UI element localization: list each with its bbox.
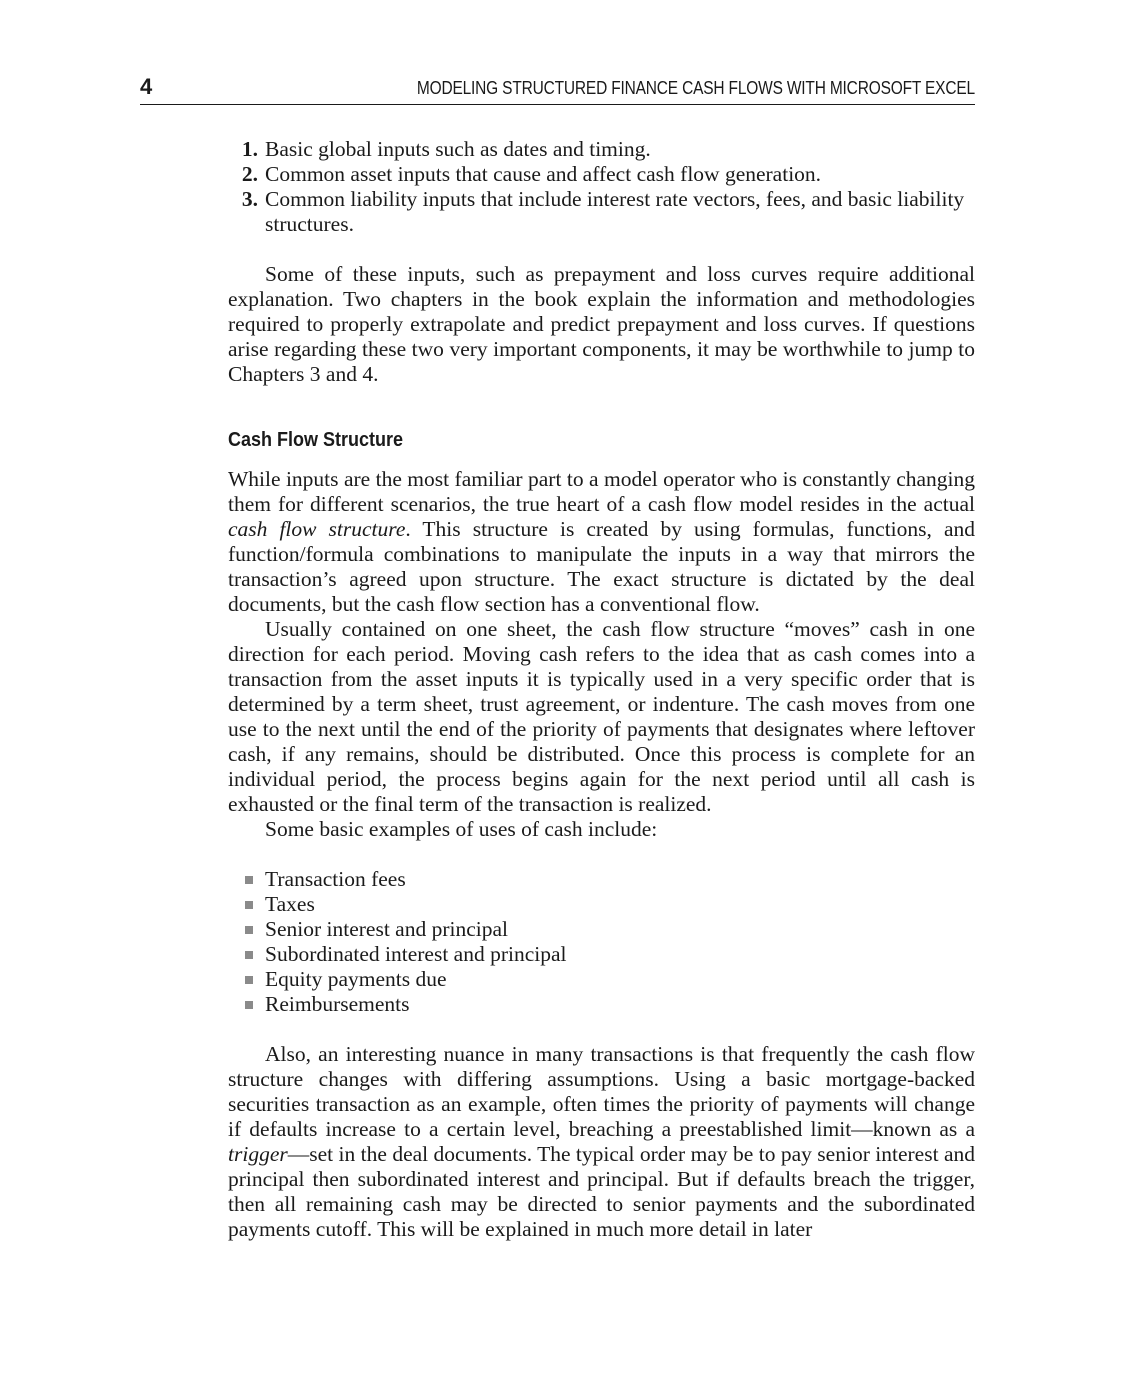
square-bullet-icon	[245, 926, 253, 934]
emphasized-term: trigger	[228, 1142, 288, 1166]
list-item	[228, 137, 975, 162]
list-item	[228, 892, 975, 917]
paragraph-trigger	[228, 1042, 975, 1242]
list-item-text: Common liability inputs that include interest rate vectors, fees, and basic liability structures.	[265, 187, 965, 236]
emphasized-term: cash flow structure	[228, 517, 406, 541]
list-item-text: Equity payments due	[265, 967, 447, 991]
square-bullet-icon	[245, 951, 253, 959]
square-bullet-icon	[245, 976, 253, 984]
uses-of-cash-list	[228, 867, 975, 1017]
list-item-text: Common asset inputs that cause and affect cash flow generation.	[265, 162, 822, 186]
list-item-text: Reimbursements	[265, 992, 410, 1016]
list-item	[228, 992, 975, 1017]
running-head	[140, 74, 975, 105]
list-number: 2.	[241, 162, 258, 186]
paragraph-text: . This structure is created by using formulas, functions, and function/formula combinations to manipulate the inputs in a way that mirrors the transaction’s agreed upon structure. The exact structure is dictated by the deal documents, but the cash flow section has a conventional flow.	[228, 517, 975, 616]
paragraph-text: Also, an interesting nuance in many transactions is that frequently the cash flow structure changes with differing assumptions. Using a basic mortgage-backed securities transaction as an example, often times the priority of payments will change if defaults increase to a certain level, breaching a preestablished limit—known as a	[228, 1042, 975, 1141]
list-item	[228, 867, 975, 892]
square-bullet-icon	[245, 876, 253, 884]
paragraph-moves: Usually contained on one sheet, the cash flow structure “moves” cash in one direction for each period. Moving cash refers to the idea that as cash comes into a transaction from the asset inputs it is typically used in a very specific order that is determined by a term sheet, trust agreement, or indenture. The cash moves from one use to the next until the end of the priority of payments that designates where leftover cash, if any remains, should be distributed. Once this process is complete for an individual period, the process begins again for the next period until all cash is exhausted or the final term of the transaction is realized.	[228, 617, 975, 816]
list-item-text: Senior interest and principal	[265, 917, 508, 941]
list-item	[228, 942, 975, 967]
book-title: MODELING STRUCTURED FINANCE CASH FLOWS WITH MICROSOFT EXCEL	[416, 78, 975, 98]
section-heading: Cash Flow Structure	[228, 429, 404, 451]
numbered-list	[228, 137, 975, 237]
list-item	[228, 187, 975, 237]
paragraph-text: While inputs are the most familiar part to a model operator who is constantly changing them for different scenarios, the true heart of a cash flow model resides in the actual	[228, 467, 975, 516]
page-body	[228, 137, 975, 1242]
paragraph-structure	[228, 467, 975, 617]
paragraph-text: —set in the deal documents. The typical order may be to pay senior interest and principal then subordinated interest and principal. But if defaults breach the trigger, then all remaining cash may be directed to senior payments and the subordinated payments cutoff. This will be explained in much more detail in later	[228, 1142, 975, 1241]
list-item	[228, 162, 975, 187]
list-item-text: Basic global inputs such as dates and timing.	[265, 137, 651, 161]
list-number: 3.	[241, 187, 258, 211]
list-item-text: Taxes	[265, 892, 315, 916]
square-bullet-icon	[245, 1001, 253, 1009]
list-item-text: Transaction fees	[265, 867, 406, 891]
square-bullet-icon	[245, 901, 253, 909]
list-item	[228, 917, 975, 942]
list-number: 1.	[241, 137, 258, 161]
list-item	[228, 967, 975, 992]
paragraph-inputs: Some of these inputs, such as prepayment and loss curves require additional explanation. Two chapters in the book explain the information and methodologies required to properly extrapolate and predict prepayment and loss curves. If questions arise regarding these two very important components, it may be worthwhile to jump to Chapters 3 and 4.	[228, 262, 975, 386]
paragraph-examples: Some basic examples of uses of cash include:	[265, 817, 658, 841]
list-item-text: Subordinated interest and principal	[265, 942, 567, 966]
page-number: 4	[140, 74, 153, 99]
